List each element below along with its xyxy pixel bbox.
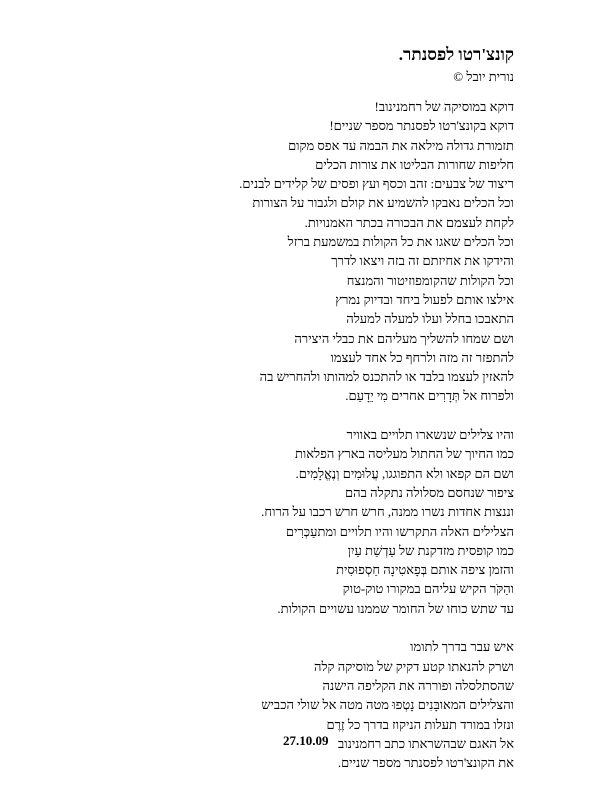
poem-line: וכל הקולות שהקומפוזיטור והמנצח bbox=[346, 272, 514, 288]
poem-line: כמו החיוך של החתול מעליסה בארץ הפלאות bbox=[294, 446, 514, 462]
poem-line: עד שתש כוחו של החומר שממנו עשויים הקולות. bbox=[277, 600, 514, 616]
poem-line: תזמורת גדולה מילאה את הבמה עד אפס מקום bbox=[288, 137, 514, 153]
poem-line: לקחת לעצמם את הבכורה בכתר האמנויות. bbox=[304, 214, 514, 230]
header bbox=[74, 44, 514, 87]
poem-line: חליפות שחורות הבליטו את צורות הכלים bbox=[315, 156, 514, 172]
stanza-1 bbox=[54, 97, 514, 406]
poem-line: ולפרוח אל תְּדָרִים אחרים מִי יֵדָעַם. bbox=[345, 388, 514, 404]
author-line: נורית יובל © bbox=[453, 69, 514, 84]
poem-line: והַקֹּר הקיש עליהם במקורו טוק-טוק bbox=[342, 581, 514, 597]
poem-line: ושם הם קפאו ולא התפוגגו, עֲלוּמִים וְנֶאֱלָמִים. bbox=[295, 465, 514, 481]
poem-line: והיו צלילים שנשארו תלויים באוויר bbox=[346, 427, 514, 443]
poem-line: והזמן ציפה אותם בְּפָאטִינָה חַסְפוּסִית bbox=[336, 562, 514, 578]
poem-line: דוקא בקונצ'רטו לפסנתר מספר שניים! bbox=[329, 118, 514, 134]
poem-line: ציפור שנחסם מסלולה נתקלה בהם bbox=[345, 484, 514, 500]
poem-line: והצלילים המאובָּנִים נָטְפוּ מטה מטה אל שולי הכביש bbox=[261, 697, 514, 713]
poem-line: כמו קופסית מזדקנת של עַדְשַׁת עַיִן bbox=[347, 542, 514, 558]
date-line: 27.10.09 bbox=[283, 733, 329, 748]
poem-line: ונזלו במורד תעלות הניקוז בדרך כל זֶרֶם bbox=[326, 716, 514, 732]
stanza-2 bbox=[54, 425, 514, 618]
poem-line: והידקו את אחיזתם זה בזה ויצאו לדרך bbox=[331, 253, 514, 269]
poem-line: וכל הכלים נאבקו להשמיע את קולם ולגבור על הצורות bbox=[252, 195, 514, 211]
poem-line: איש עבר בדרך לתומו bbox=[410, 639, 514, 655]
poem-line: להתפזר זה מזה ולרחף כל אחד לעצמו bbox=[330, 349, 514, 365]
poem-line: ריצוד של צבעים: זהב וכסף ועץ ופסים של קלידים לבנים. bbox=[239, 176, 514, 192]
poem-line: שהסתלסלה ופוררה את הקליפה הישנה bbox=[322, 677, 514, 693]
poem-line: אל האגם שבהשראתו כתב רחמנינוב bbox=[338, 735, 514, 751]
poem-line: את הקונצ'רטו לפסנתר מספר שניים. bbox=[337, 755, 514, 771]
poem-line: התאבכו בחלל ועלו למעלה למעלה bbox=[346, 311, 514, 327]
poem-line: הצלילים האלה התקרשו והיו תלויים ומתעַכְּרִים bbox=[285, 523, 514, 539]
poem-line: להאזין לעצמו בלבד או להתכנס למהותו ולהחריש בה bbox=[259, 369, 514, 385]
poem-line: וכל הכלים שאגו את כל הקולות במשמעת ברזל bbox=[287, 234, 514, 250]
poem-line: ושרק להנאתו קטע דקיק של מוסיקה קלה bbox=[313, 658, 514, 674]
page-title: קונצ'רטו לפסנתר. bbox=[398, 45, 514, 64]
poem-line: אילצו אותם לפעול ביחד ובדיוק נמרץ bbox=[335, 291, 514, 307]
poem-line: ושם שמחו להשליך מעליהם את כבלי היצירה bbox=[294, 330, 514, 346]
poem-body bbox=[54, 97, 514, 772]
poem-line: דוקא במוסיקה של רחמנינוב! bbox=[374, 99, 514, 114]
poem-line: וננצות אחדות נשרו ממנה, חרש חרש רכבו על הרוח. bbox=[261, 504, 514, 520]
stanza-3 bbox=[54, 637, 514, 772]
